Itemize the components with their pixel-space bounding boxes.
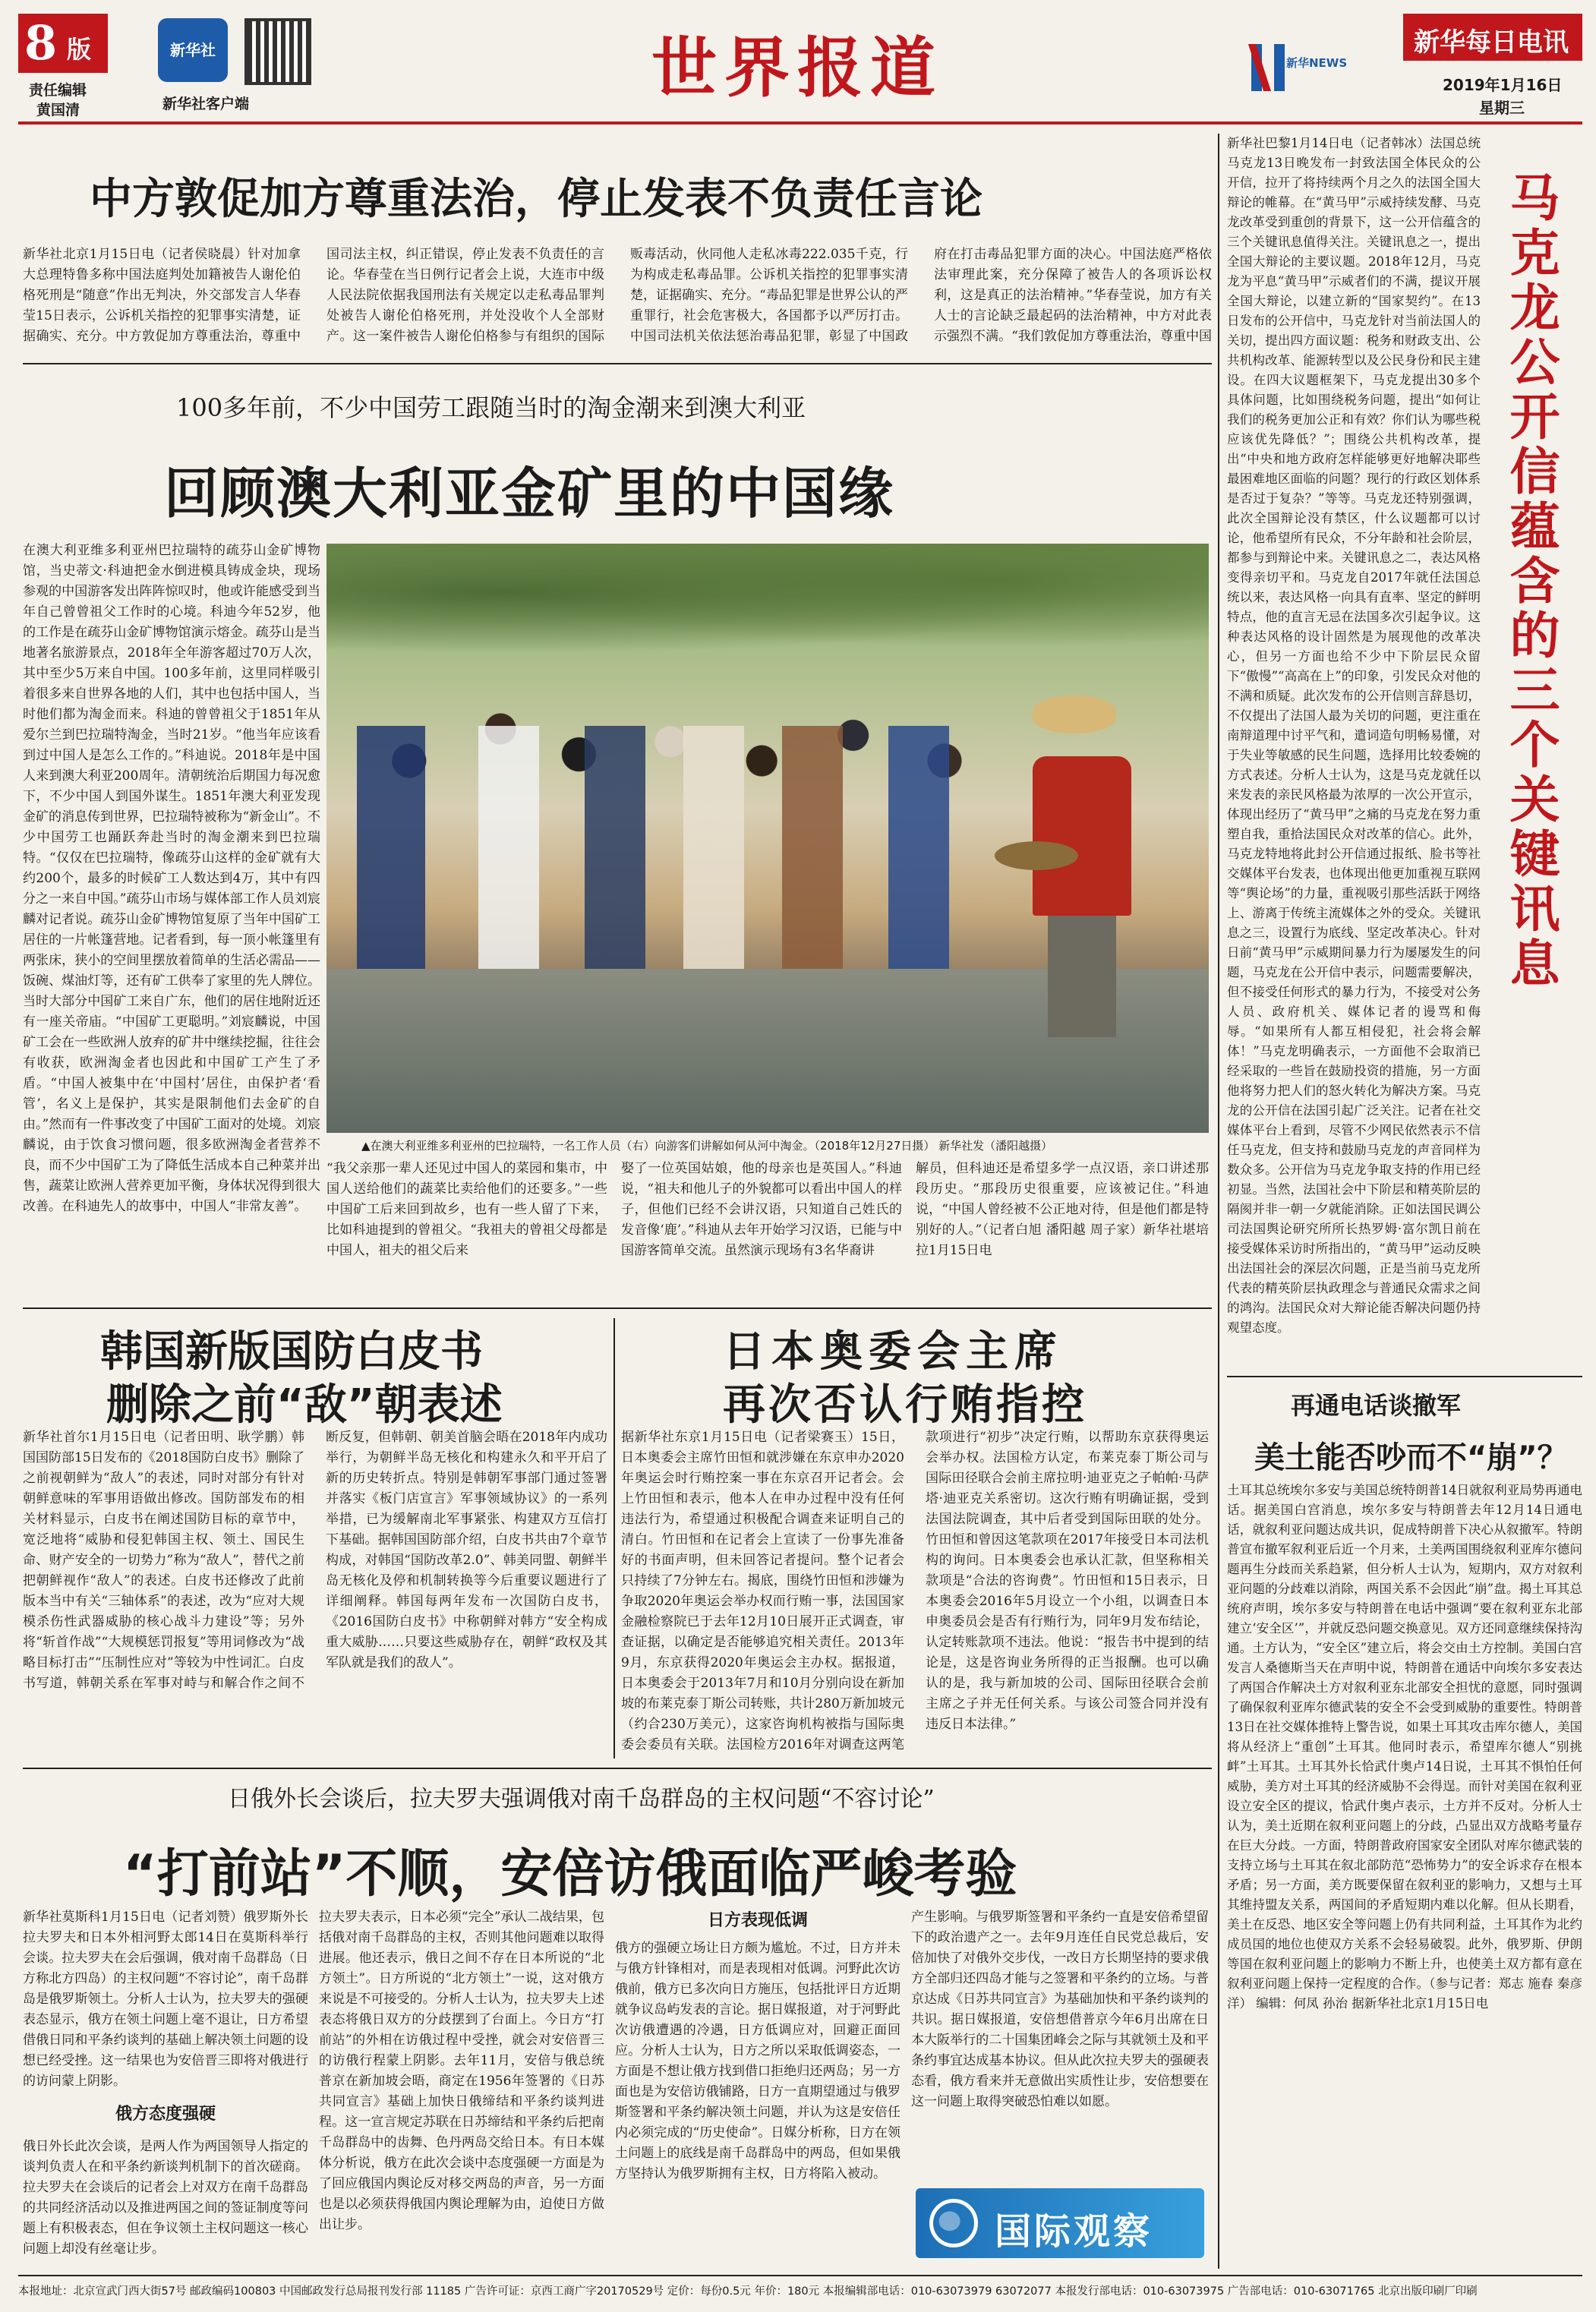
badge-label: 国际观察 (995, 2210, 1153, 2253)
page-number-box (18, 14, 108, 73)
article5-col1-text: 新华社莫斯科1月15日电（记者刘赞）俄罗斯外长拉夫罗夫和日本外相河野太郎14日在莫斯科举行会谈。拉夫罗夫在会后强调，俄对南千岛群岛（日方称北方四岛）的主权问题“不容讨论”，南千岛群岛是俄罗斯领土。分析人士认为，拉夫罗夫的强硬表态显示，俄方在领土问题上毫不退让，日方希望借俄日同和平条约谈判的基础上解决领土问题的设想已经受挫。这一结果也为安倍晋三即将对俄进行的访问蒙上阴影。 (23, 1910, 308, 2089)
editor-name: 黄国清 (36, 102, 80, 118)
article2-col1: 在澳大利亚维多利亚州巴拉瑞特的疏芬山金矿博物馆，当史蒂文·科迪把金水倒进模具铸成金块，现场参观的中国游客发出阵阵惊叹时，他或许能感受到当年自己曾曾祖父工作时的心境。科迪今年52岁，他的工作是在疏芬山金矿博物馆演示熔金。疏芬山是当地著名旅游景点，2018年全年游客超过70万人次，其中至少5万来自中国。100多年前，这里同样吸引着很多来自世界各地的人们，其中也包括中国人，当时他们都为淘金而来。科迪的曾曾祖父于1851年从爱尔兰到巴拉瑞特淘金，当时21岁。“他当年应该看到过中国人是怎么工作的。”科迪说。2018年是中国人来到澳大利亚200周年。清朝统治后期国力每况愈下，不少中国人到国外谋生。1851年澳大利亚发现金矿的消息传到世界，巴拉瑞特被称为“新金山”。不少中国劳工也踊跃奔赴当时的淘金潮来到巴拉瑞特。“仅仅在巴拉瑞特，像疏芬山这样的金矿就有大约200个，最多的时候矿工人数达到4万，其中有四分之一来自中国。”疏芬山市场与媒体部工作人员刘宸麟对记者说。疏芬山金矿博物馆复原了当年中国矿工居住的一片帐篷营地。记者看到，每一顶小帐篷里有两张床，狭小的空间里摆放着简单的生活必需品——饭碗、煤油灯等，还有矿工供奉了家里的先人牌位。当时大部分中国矿工来自广东，他们的居住地附近还有一座关帝庙。“中国矿工更聪明。”刘宸麟说，中国矿工会在一些欧洲人放弃的矿井中继续挖掘，往往会有收获，欧洲淘金者也因此和中国矿工产生了矛盾。“中国人被集中在‘中国村’居住，由保护者‘看管’，名义上是保护，其实是限制他们去金矿的自由。”然而有一件事改变了中国矿工面对的处境。刘宸麟说，由于饮食习惯问题，很多欧洲淘金者营养不良，而不少中国矿工为了降低生活成本自己种菜并出售，蔬菜让欧洲人营养更加平衡，身体状况得到很大改善。在科迪先人的故事中，中国人“非常友善”。 (23, 543, 320, 1214)
right-column-divider (1218, 134, 1219, 2269)
right-vertical-headline: 马克龙公开信蕴含的三个关键讯息 (1501, 172, 1560, 992)
masthead-rule (18, 121, 1582, 125)
article5-col2: 拉夫罗夫表示，日本必须“完全”承认二战结果，包括俄对南千岛群岛的主权，否则其他问题难以取得进展。他还表示，俄日之间不存在日本所说的“北方领土”。日方所说的“北方领土”一说，这对俄方来说是不可接受的。分析人士认为，拉夫罗夫上述表态将俄日双方的分歧摆到了台面上。今日方“打前站”的外相在访俄过程中受挫，就会对安倍晋三的访俄行程蒙上阴影。去年11月，安倍与俄总统普京在新加坡会晤，商定在1956年签署的《日苏共同宣言》基础上加快日俄缔结和平条约谈判进程。这一宣言规定苏联在日苏缔结和平条约后把南千岛群岛中的齿舞、色丹两岛交给日本。有日本媒体分析说，俄方在此次会谈中态度强硬一方面是为了回应俄国内舆论反对移交两岛的声音，另一方面也是以必须获得俄国内舆论理解为由，迫使日方做出让步。 (319, 1910, 604, 2232)
photo-guide-hat (1033, 695, 1116, 733)
photo-guide-pants (1048, 916, 1116, 1037)
right-b2-headline: 美土能否吵而不“崩”？ (1254, 1440, 1568, 1475)
article3-headline-l2: 删除之前“敌”朝表述 (106, 1380, 503, 1430)
client-label: 新华社客户端 (162, 96, 250, 112)
article4-body: 据新华社东京1月15日电（记者梁赛玉）15日，日本奥委会主席竹田恒和就涉嫌在东京申办2020年奥运会时行贿控案一事在东京召开记者会。会上竹田恒和表示，他本人在申办过程中没有任何违法行为，希望通过积极配合调查来证明自己的清白。竹田恒和在记者会上宣读了一份事先准备好的书面声明，但未回答记者提问。整个记者会只持续了7分钟左右。揭底，围绕竹田恒和涉嫌为争取2020年奥运会举办权而行贿一事，法国国家金融检察院已于去年12月10日展开正式调查，审查证据，以确定是否能够追究相关责任。2013年9月，东京获得2020年奥运会主办权。据报道，日本奥委会于2013年7月和10月分别向设在新加坡的布莱克泰丁斯公司转账，共计280万新加坡元（约合230万美元），这家咨询机构被指与国际奥委会委员有关联。法国检方2016年对调查这两笔款项进行“初步”决定行贿，以帮助东京获得奥运会举办权。法国检方认定，布莱克泰丁斯公司与国际田径联合会前主席拉明·迪亚克之子帕帕·马萨塔·迪亚克关系密切。这次行贿有明确证据，受到法国法院调查，其中后者受到国际田联的处分。竹田恒和曾因这笔款项在2017年接受日本司法机构的询问。日本奥委会也承认汇款，但坚称相关款项是“合法的咨询费”。竹田恒和15日表示，日本奥委会2016年5月设立一个小组，以调查日本申奥委员会是否有行贿行为，同年9月发布结论，认定转账款项不违法。他说：“报告书中提到的结论是，这是咨询业务所得的正当报酬。也可以确认的是，我与新加坡的公司、国际田径联合会前主席之子并无任何关系。与该公司签合同并没有违反日本法律。” (621, 1430, 1209, 1752)
article5-col1 (23, 1907, 308, 2264)
article1-rule (23, 363, 1212, 364)
photo-crowd-bodies (357, 726, 1010, 969)
issue-weekday: 星期三 (1479, 99, 1525, 117)
article5-col3-text: 俄方的强硬立场让日方颇为尴尬。不过，日方并未与俄方针锋相对，而是表现相对低调。河野此次访俄前，俄方已多次向日方施压，包括批评日方近期就争议岛屿发表的言论。据日媒报道，对于河野此次访俄遭遇的冷遇，日方低调应对，回避正面回应。分析人士认为，日方之所以采取低调姿态，一方面是不想让俄方找到借口拒绝归还两岛；另一方面也是为安倍访俄铺路，日方一直期望通过与俄罗斯签署和平条约解决领土问题，并认为这是安倍任内必须完成的“历史使命”。日媒分析称，日方在领土问题上的底线是南千岛群岛中的两岛，但如果俄方坚持认为俄罗斯拥有主权，日方将陷入被动。 (615, 1941, 901, 2181)
footer-info: 本报地址：北京宣武门西大街57号 邮政编码100803 中国邮政发行总局报刊发行部 11185 广告许可证：京西工商广字20170529号 定价：每份0.5元 年价：180元 本报编辑部电话：010-63073979 63072077 本报发行部电话：010-63073975 广告部电话：010-63071765 北京出版印刷厂印刷 (18, 2285, 1478, 2298)
article3-headline-l1: 韩国新版国防白皮书 (100, 1327, 483, 1377)
intl-observation-badge (916, 2188, 1204, 2258)
article2-col2: “我父亲那一辈人还见过中国人的菜园和集市，中国人送给他们的蔬菜比卖给他们的还要多。”一些中国矿工后来回到故乡，也有一些人留了下来，比如科迪提到的曾祖父。“我祖夫的曾祖父母都是中国人，祖夫的祖父后来 (326, 1161, 607, 1258)
article1-body: 新华社北京1月15日电（记者侯晓晨）针对加拿大总理特鲁多称中国法庭判处加籍被告人谢伦伯格死刑是“随意”作出无判决，外交部发言人华春莹15日表示，公诉机关指控的犯罪事实清楚，证据确实、充分。中方敦促加方尊重法治，尊重中国司法主权，纠正错误，停止发表不负责任的言论。华春莹在当日例行记者会上说，大连市中级人民法院依据我国刑法有关规定以走私毒品罪判处被告人谢伦伯格死刑，并处没收个人全部财产。这一案件被告人谢伦伯格参与有组织的国际贩毒活动，伙同他人走私冰毒222.035千克，行为构成走私毒品罪。公诉机关指控的犯罪事实清楚，证据确实、充分。“毒品犯罪是世界公认的严重罪行，社会危害极大，各国都予以严厉打击。中国司法机关依法惩治毒品犯罪，彰显了中国政府在打击毒品犯罪方面的决心。中国法庭严格依法审理此案，充分保障了被告人的各项诉讼权利，这是真正的法治精神。”华春莹说，加方有关人士的言论缺乏最起码的法治精神，中方对此表示强烈不满。“我们敦促加方尊重法治，尊重中国 (23, 247, 1212, 344)
article2-headline: 回顾澳大利亚金矿里的中国缘 (164, 462, 895, 525)
footer-rule (18, 2275, 1582, 2276)
right-b2-kicker: 再通电话谈撤军 (1291, 1391, 1462, 1420)
client-logo-text: 新华社 (170, 41, 216, 59)
article5-headline: “打前站”不顺，安倍访俄面临严峻考验 (123, 1844, 1017, 1904)
section-title: 世界报道 (651, 30, 943, 106)
photo-caption: ▲在澳大利亚维多利亚州的巴拉瑞特，一名工作人员（右）向游客们讲解如何从河中淘金。（2018年12月27日摄） 新华社发（潘阳越摄） (361, 1139, 1053, 1153)
news-logo-icon (1251, 44, 1348, 99)
article5-col3 (615, 1907, 901, 2264)
photo-gold-pan (995, 841, 1078, 870)
page-number: 8 (24, 15, 58, 71)
photo-guide-shirt (1033, 756, 1131, 916)
page-unit: 版 (67, 35, 92, 64)
article2-col4: 解员，但科迪还是希望多学一点汉语，亲口讲述那段历史。“那段历史很重要，应该被记住。”科迪说，“中国人曾经被不公正地对待，但是他们都是特别好的人。”（记者白旭 潘阳越 周子家）新华社堪培拉1月15日电 (916, 1161, 1209, 1258)
article5-kicker: 日俄外长会谈后，拉夫罗夫强调俄对南千岛群岛的主权问题“不容讨论” (228, 1786, 935, 1812)
article3-body: 新华社首尔1月15日电（记者田明、耿学鹏）韩国国防部15日发布的《2018国防白皮书》删除了之前视朝鲜为“敌人”的表述，同时对部分有针对朝鲜意味的军事用语做出修改。国防部发布的相关材料显示，白皮书在阐述国防目标的章节中，宽泛地将“威胁和侵犯韩国主权、领土、国民生命、财产安全的一切势力”称为“敌人”，替代之前把朝鲜视作“敌人”的表述。白皮书还修改了此前版本当中有关“三轴体系”的表述，改为“应对大规模杀伤性武器威胁的核心战斗力建设”等；另外将“斩首作战”“大规模惩罚报复”等用词修改为“战略目标打击”“压制性应对”等较为中性词汇。白皮书写道，韩朝关系在军事对峙与和解合作之间不断反复，但韩朝、朝美首脑会晤在2018年内成功举行，为朝鲜半岛无核化和构建永久和平开启了新的历史转折点。特别是韩朝军事部门通过签署并落实《板门店宣言》军事领域协议》的一系列举措，已为缓解南北军事紧张、构建双方互信打下基础。据韩国国防部介绍，白皮书共由7个章节构成，对韩国“国防改革2.0”、韩美同盟、朝鲜半岛无核化及停和机制转换等今后重要议题进行了详细阐释。韩国每两年发布一次国防白皮书，《2016国防白皮书》中称朝鲜对韩方“安全构成重大威胁……只要这些威胁存在，朝鲜“政权及其军队就是我们的敌人”。 (23, 1430, 607, 1691)
article4-rule (23, 1768, 1212, 1769)
right-article-rule (1227, 1376, 1582, 1377)
article5-col4: 产生影响。与俄罗斯签署和平条约一直是安倍希望留下的政治遗产之一。去年9月连任自民党总裁后，安倍加快了对俄外交步伐，一改日方长期坚持的要求俄方全部归还四岛才能与之签署和平条约的立场。与普京达成《日苏共同宣言》为基础加快和平条约谈判的共识。据日媒报道，安倍想借普京今年6月出席在日本大阪举行的二十国集团峰会之际与其就领土及和平条约事宜达成基本协议。但从此次拉夫罗夫的强硬表态看，俄方看来并无意做出实质性让步，安倍想要在这一问题上取得突破恐怕难以如愿。 (911, 1910, 1209, 2109)
xinhua-client-logo (158, 18, 228, 82)
article5-subhead-2: 日方表现低调 (707, 1911, 808, 1930)
globe-icon (929, 2199, 978, 2247)
editor-label: 责任编辑 (29, 82, 87, 99)
news-logo-text: 新华NEWS (1286, 56, 1348, 70)
article2-rule (23, 1307, 1212, 1309)
issue-date: 2019年1月16日 (1443, 76, 1563, 94)
right-article-body: 新华社巴黎1月14日电（记者韩冰）法国总统马克龙13日晚发布一封致法国全体民众的公开信，拉开了将持续两个月之久的法国全国大辩论的帷幕。在“黄马甲”示威持续发酵、马克龙改革受到重创的背景下，这一公开信蕴含的三个关键讯息值得关注。关键讯息之一，提出全国大辩论的主要议题。2018年12月，马克龙为平息“黄马甲”示威者们的不满，提议开展全国大辩论，以建立新的“国家契约”。在13日发布的公开信中，马克龙针对当前法国人的关切，提出四方面议题：税务和财政支出、公共机构改革、能源转型以及公民身份和民主建设。在四大议题框架下，马克龙提出30多个具体问题，比如围绕税务问题，提出“如何让我们的税务更加公正和有效？你们认为哪些税应该优先降低？”；围绕公共机构改革，提出“中央和地方政府怎样能够更好地解决耶些最困难地区面临的问题？现行的行政区划体系是否过于复杂？”等等。马克龙还特别强调，此次全国辩论没有禁区，什么议题都可以讨论，他希望所有民众，不分年龄和社会阶层，都参与到辩论中来。关键讯息之二，表达风格变得亲切平和。马克龙自2017年就任法国总统以来，表达风格一向具有直率、坚定的鲜明特点，他的直言无忌在法国多次引起争议。这种表达风格的设计固然是为展现他的改革决心，但另一方面也给不少中下阶层民众留下“傲慢”“高高在上”的印象，引发民众对他的不满和质疑。此次发布的公开信则言辞恳切，不仅提出了法国人最为关切的问题，更注重在南辩道理中讨平气和，遣词造句明畅易懂，对于失业等敏感的民生问题，选择用比较委婉的方式表述。分析人士认为，这是马克龙就任以来发表的亲民风格最为浓厚的一次公开宣示，体现出经历了“黄马甲”之痛的马克龙在努力重塑自我，重拾法国民众对改革的信心。此外，马克龙特地将此封公开信通过报纸、脸书等社交媒体平台发表，也体现出他更加重视互联网等“舆论场”的力量，重视吸引那些活跃于网络上、游离于传统主流媒体之外的受众。关键讯息之三，设置行为底线、坚定改革决心。针对日前“黄马甲”示威期间暴力行为屡屡发生的问题，马克龙在公开信中表示，问题需要解决，但不接受任何形式的暴力行为，不接受对公务人员、政府机关、媒体记者的谩骂和侮辱。“如果所有人都互相侵犯，社会将会解体！”马克龙明确表示，一方面他不会取消已经采取的一些旨在鼓励投资的措施，另一方面他将努力把人们的怒火转化为解决方案。马克龙的公开信在法国引起广泛关注。记者在社交媒体平台上看到，尽管不少网民依然表示不信任马克龙，但支持和鼓励马克龙的声音同样为数众多。公开信为马克龙争取支持的作用已经初显。当然，法国社会中下阶层和精英阶层的隔阂并非一朝一夕就能消除。正如法国民调公司法国舆论研究所所长热罗姆·富尔凯日前在接受媒体采访时所指出的，“黄马甲”运动反映出法国社会的深层次问题，正是当前马克龙所代表的精英阶层执政理念与普通民众需求之间的鸿沟。法国民众对大辩论能否解决问题仍持观望态度。 (1227, 136, 1481, 1335)
photo-trees (326, 544, 1209, 665)
article4-headline-l2: 再次否认行贿指控 (723, 1380, 1087, 1430)
paper-name: 新华每日电讯 (1414, 27, 1569, 58)
article4-headline-l1: 日本奥委会主席 (723, 1327, 1063, 1377)
paper-name-box (1403, 14, 1582, 61)
gold-panning-photo (326, 544, 1209, 1133)
article5-col1b-text: 俄日外长此次会谈，是两人作为两国领导人指定的谈判负责人在和平条约新谈判机制下的首次磋商。拉夫罗夫在会谈后的记者会上对双方在南千岛群岛的共同经济活动以及推进两国之间的签证制度等问题上有积极表态，但在争议领土主权问题这一核心问题上却没有丝毫让步。 (23, 2139, 308, 2257)
article3-article4-divider (613, 1318, 615, 1758)
article2-kicker: 100多年前，不少中国劳工跟随当时的淘金潮来到澳大利亚 (176, 393, 806, 422)
article2-col3: 娶了一位英国姑娘，他的母亲也是英国人。”科迪说，“祖夫和他儿子的外貌都可以看出中国人的样子，但他们已经不会讲汉语，只知道自己姓氏的发音像‘鹿’。”科迪从去年开始学习汉语，已能与中国游客简单交流。虽然演示现场有3名华裔讲 (621, 1161, 902, 1258)
article5-subhead-1: 俄方态度强硬 (115, 2105, 216, 2124)
right-b2-body: 土耳其总统埃尔多安与美国总统特朗普14日就叙利亚局势再通电话。据美国白宫消息，埃尔多安与特朗普去年12月14日通电话，就叙利亚问题达成共识，促成特朗普下决心从叙撤军。特朗普宣布撤军叙利亚后近一个月来，土美两国围绕叙利亚库尔德问题再生分歧而关系趋紧，但分析人士认为，短期内，双方对叙利亚问题的分歧难以消除，两国关系不会因此“崩”盘。揭土耳其总统府声明，埃尔多安与特朗普在电话中强调“要在叙利亚东北部建立‘安全区’”，并就反恐问题交换意见。双方还同意继续保持沟通。土方认为，“安全区”建立后，将会交由土方控制。美国白宫发言人桑德斯当天在声明中说，特朗普在通话中向埃尔多安表达了两国合作解决土方对叙利亚东北部安全担忧的意愿，同时强调了确保叙利亚库尔德武装的安全不会受到威胁的重要性。特朗普13日在社交媒体推特上警告说，如果土耳其攻击库尔德人，美国将从经济上“重创”土耳其。他同时表示，希望库尔德人“别挑衅”土耳其。土耳其外长恰武什奥卢14日说，土耳其不惧怕任何威胁，美方对土耳其的经济威胁不会得逞。而针对美国在叙利亚设立安全区的提议，恰武什奥卢表示，土方并不反对。分析人士认为，美土近期在叙利亚问题上的分歧，凸显出双方战略考量存在巨大分歧。一方面，特朗普政府国家安全团队对库尔德武装的支持立场与土耳其在叙北部防范“恐怖势力”的安全诉求存在根本矛盾；另一方面，美方既要保留在叙利亚的影响力，又想与土耳其维持盟友关系，两国间的矛盾短期内难以化解。但从长期看，美土在反恐、地区安全等问题上仍有共同利益，土耳其作为北约成员国的地位也使双方关系不会轻易破裂。此外，俄罗斯、伊朗等国在叙利亚问题上的影响力不断上升，也使美土双方都有意在叙利亚问题上保持一定程度的合作。（参与记者：郑志 施春 秦彦洋） 编辑：何凤 孙治 据新华社北京1月15日电 (1227, 1483, 1582, 2011)
article1-headline: 中方敦促加方尊重法治，停止发表不负责任言论 (90, 175, 983, 224)
qr-code-icon (244, 18, 311, 85)
